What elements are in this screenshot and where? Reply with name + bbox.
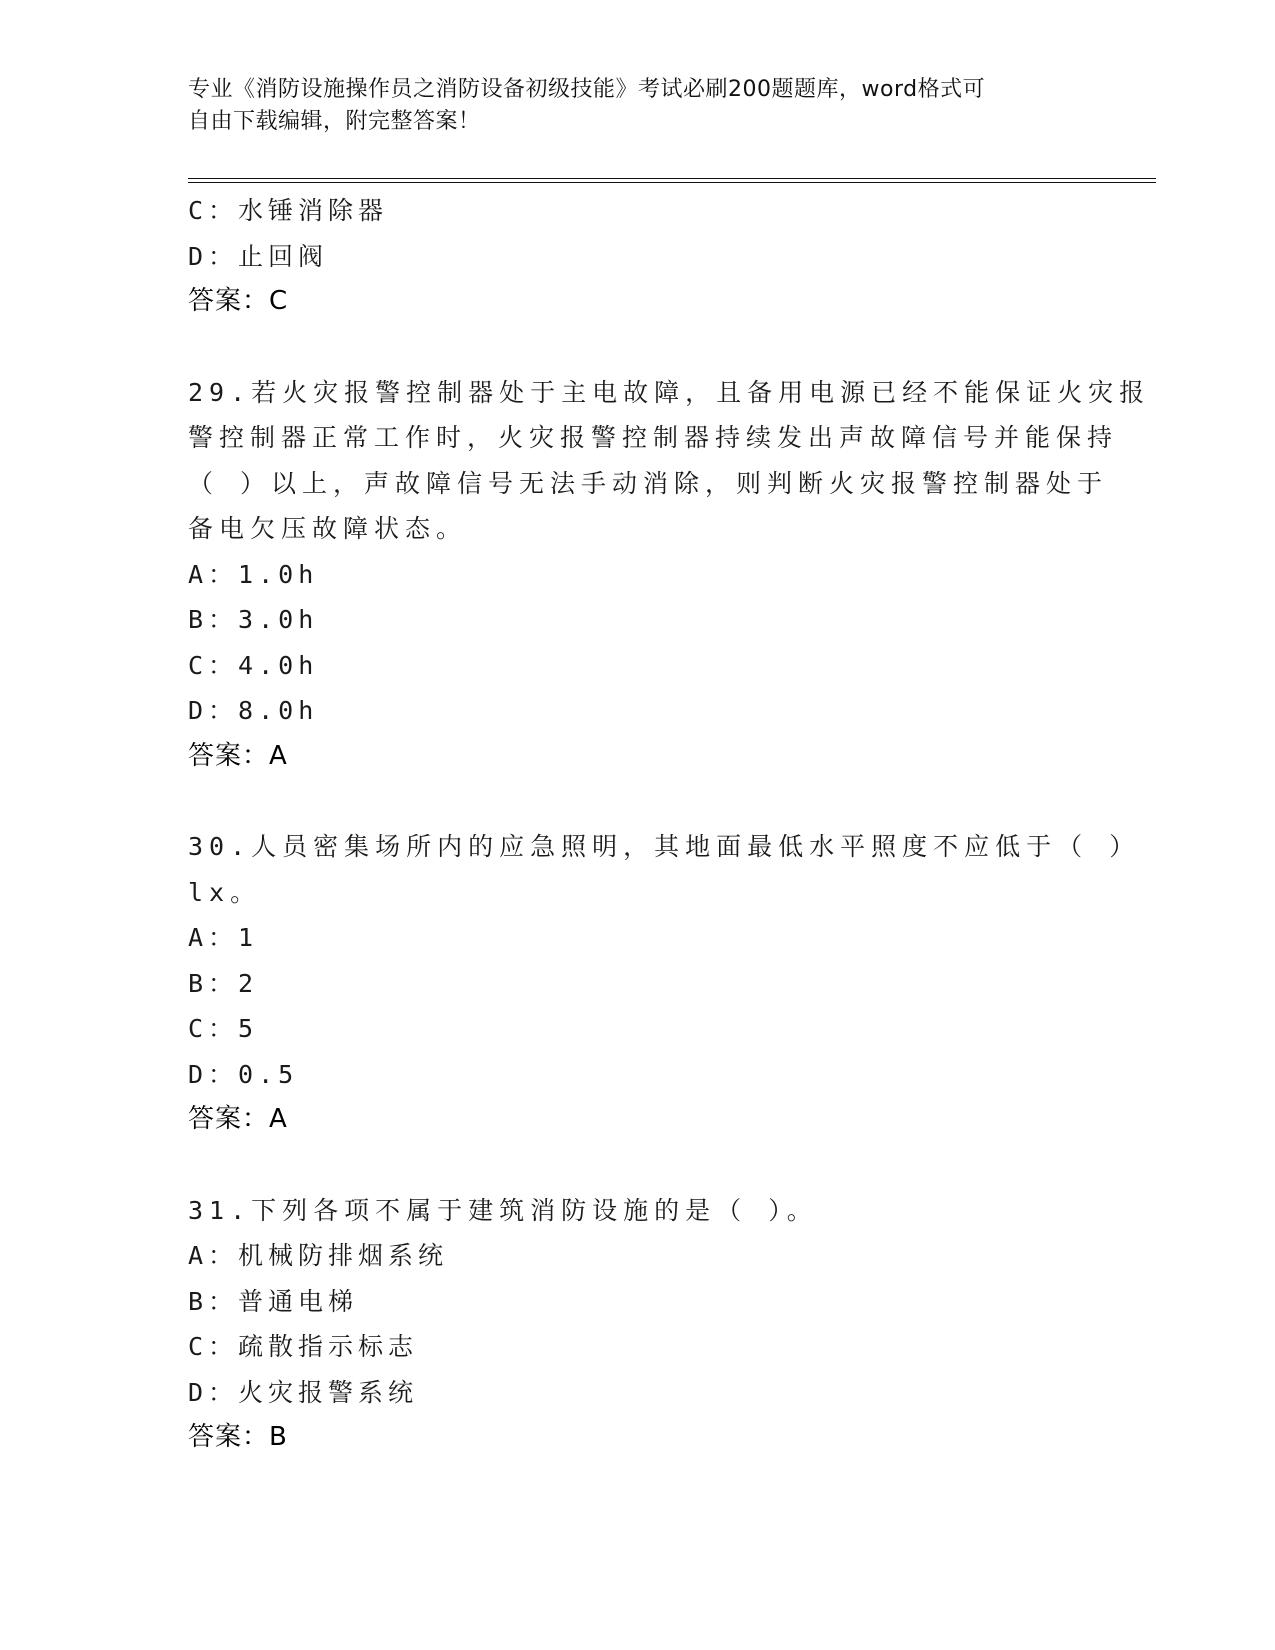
answer: 答案：C (188, 286, 289, 316)
header-line-1: 专业《消防设施操作员之消防设备初级技能》考试必刷200题题库，word格式可 (188, 77, 986, 102)
question-31 (188, 1188, 1088, 1461)
spacer (188, 1143, 1088, 1188)
question-29 (188, 370, 1151, 780)
stem-line: 备电欠压故障状态。 (188, 514, 468, 543)
option-c: C：水锤消除器 (188, 196, 389, 225)
option-c: C：4.0h (188, 650, 319, 680)
stem-line: 警控制器正常工作时，火灾报警控制器持续发出声故障信号并能保持 (188, 423, 1119, 452)
answer: 答案：A (188, 740, 288, 771)
option-d: D：0.5 (188, 1059, 299, 1089)
question-30 (188, 824, 1141, 1143)
option-b: B：3.0h (188, 605, 319, 634)
header-divider (188, 178, 1156, 183)
option-b: B：2 (188, 968, 259, 998)
header-line-2: 自由下载编辑，附完整答案！ (188, 109, 481, 134)
stem-line: 30.人员密集场所内的应急照明，其地面最低水平照度不应低于（ ） (188, 832, 1141, 861)
spacer (188, 779, 1088, 824)
page-header (188, 74, 1068, 138)
option-d: D：火灾报警系统 (188, 1377, 419, 1407)
stem-line: lx。 (188, 877, 262, 907)
question-stem (188, 1188, 1088, 1234)
stem-line: 31.下列各项不属于建筑消防设施的是（ ）。 (188, 1195, 818, 1225)
option-d: D：止回阀 (188, 241, 329, 271)
option-c: C：5 (188, 1014, 259, 1043)
spacer (188, 325, 1088, 370)
question-stem (188, 370, 1151, 552)
option-a: A：1 (188, 923, 259, 952)
option-b: B：普通电梯 (188, 1286, 359, 1316)
option-a: A：1.0h (188, 559, 319, 589)
question-28-tail (188, 188, 1088, 325)
option-d: D：8.0h (188, 696, 319, 725)
answer: 答案：A (188, 1104, 288, 1134)
stem-line: 29.若火灾报警控制器处于主电故障，且备用电源已经不能保证火灾报 (188, 377, 1151, 407)
option-a: A：机械防排烟系统 (188, 1241, 449, 1270)
option-c: C：疏散指示标志 (188, 1332, 419, 1361)
question-stem (188, 824, 1141, 915)
answer: 答案：B (188, 1422, 288, 1452)
question-content (188, 188, 1151, 1461)
stem-line: （ ）以上，声故障信号无法手动消除，则判断火灾报警控制器处于 (188, 468, 1109, 498)
